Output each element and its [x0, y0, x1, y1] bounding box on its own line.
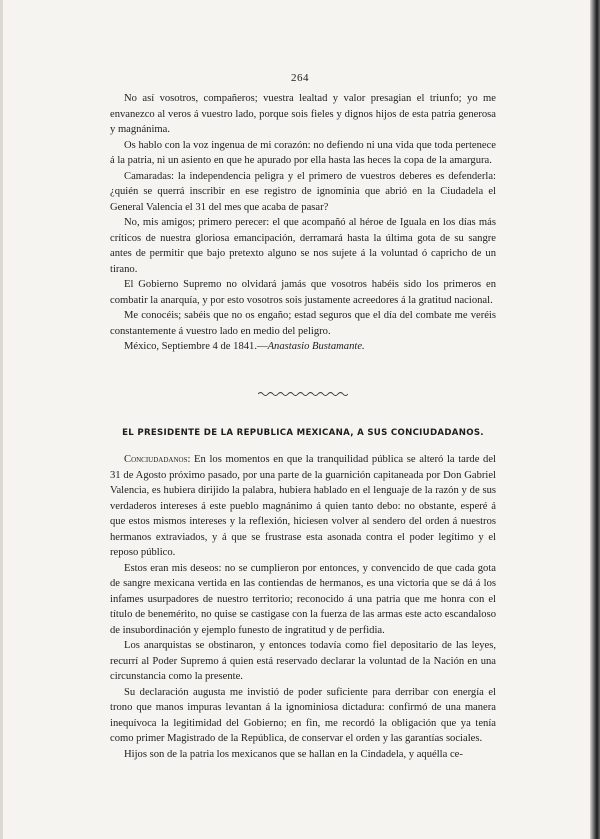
paragraph: El Gobierno Supremo no olvidará jamás que vosotros habéis sido los primeros en combatir la anarquía, y por esto vosotros sois justamente acreedores á la gratitud nacional. [110, 279, 496, 306]
paragraph: No así vosotros, compañeros; vuestra lealtad y valor presagian el triunfo; yo me envanezco al veros á vuestro lado, porque sois fieles y dignos hijos de esta patria generosa y magnánima. [110, 93, 496, 135]
wavy-separator [258, 390, 348, 398]
paragraph-text: : En los momentos en que la tranquilidad pública se alteró la tarde del 31 de Agosto próximo pasado, por una parte de la guarnición capitaneada por Don Gabriel Valencia, es hubiera dirijido la palabra, hubiera hablado en el lenguaje de la razón y de sus verdaderos intereses á este pueblo magnánimo á quien tanto debo: no obstante, esperé á que estos mismos intereses y la reflexión, hiciesen volver al sendero del orden á nuestros hermanos extraviados, y á que se frustrase esta asonada contra el poder legítimo y el reposo público. [110, 454, 496, 558]
paragraph: Camaradas: la independencia peligra y el primero de vuestros deberes es defenderla: ¿quién se querrá inscribir en ese registro de ignominia que abrió en la Ciudadela el General Valencia el 31 del mes que acaba de pasar? [110, 170, 496, 213]
signature: Anastasio Bustamante. [267, 341, 365, 352]
closing-line [110, 339, 496, 355]
place-date: México, Septiembre 4 de 1841.— [124, 341, 268, 352]
page-number: 264 [291, 72, 309, 84]
paragraph: Estos eran mis deseos: no se cumplieron por entonces, y convencido de que cada gota de sangre mexicana vertida en las contiendas de hermanos, es una victoria que se dá á los infames usurpadores de nuestro territorio; reconocido á una patria que me honra con el título de benemérito, no quise se castigase con la fuerza de las armas este acto escandaloso de insubordinación y ejemplo funesto de ingratitud y de perfidia. [110, 562, 496, 636]
presidential-address [110, 452, 496, 762]
paragraph: Hijos son de la patria los mexicanos que se hallan en la Cindadela, y aquélla ce- [124, 748, 463, 760]
paragraph [110, 452, 496, 561]
section-heading: EL PRESIDENTE DE LA REPUBLICA MEXICANA, A SUS CONCIUDADANOS. [122, 428, 484, 438]
paragraph: Su declaración augusta me invistió de poder suficiente para derribar con energía el trono que manos impuras levantan á la ignominiosa dictadura: confirmó de una manera inequívoca la legitimidad del Gobierno; en fin, me recordó la obligación que ya tenía como primer Magistrado de la República, de conservar el orden y las garantías sociales. [110, 686, 496, 744]
proclamation-text [110, 91, 496, 355]
paragraph: Los anarquistas se obstinaron, y entonces todavía como fiel depositario de las leyes, recurrí al Poder Supremo á quien está reservado declarar la voluntad de la Nación en una circunstancia como la presente. [110, 640, 496, 682]
paragraph: Me conocéis; sabéis que no os engaño; estad seguros que el día del combate me veréis constantemente á vuestro lado en medio del peligro. [110, 310, 496, 337]
book-binding-edge [590, 0, 600, 839]
salutation: Conciudadanos [124, 454, 188, 465]
paragraph: No, mis amigos; primero perecer: el que acompañó al héroe de Iguala en los días más críticos de nuestra gloriosa emancipación, derramará hasta la última gota de su sangre antes de permitir que bajo pretexto alguno se nos sujete á la voluntad ó capricho de un tirano. [110, 217, 496, 275]
page-left-edge [0, 0, 3, 839]
paragraph: Os hablo con la voz ingenua de mi corazón: no defiendo ni una vida que toda pertenece á la patria, ni un asiento en que he apurado por ella hasta las heces la copa de la amargura. [110, 139, 496, 166]
